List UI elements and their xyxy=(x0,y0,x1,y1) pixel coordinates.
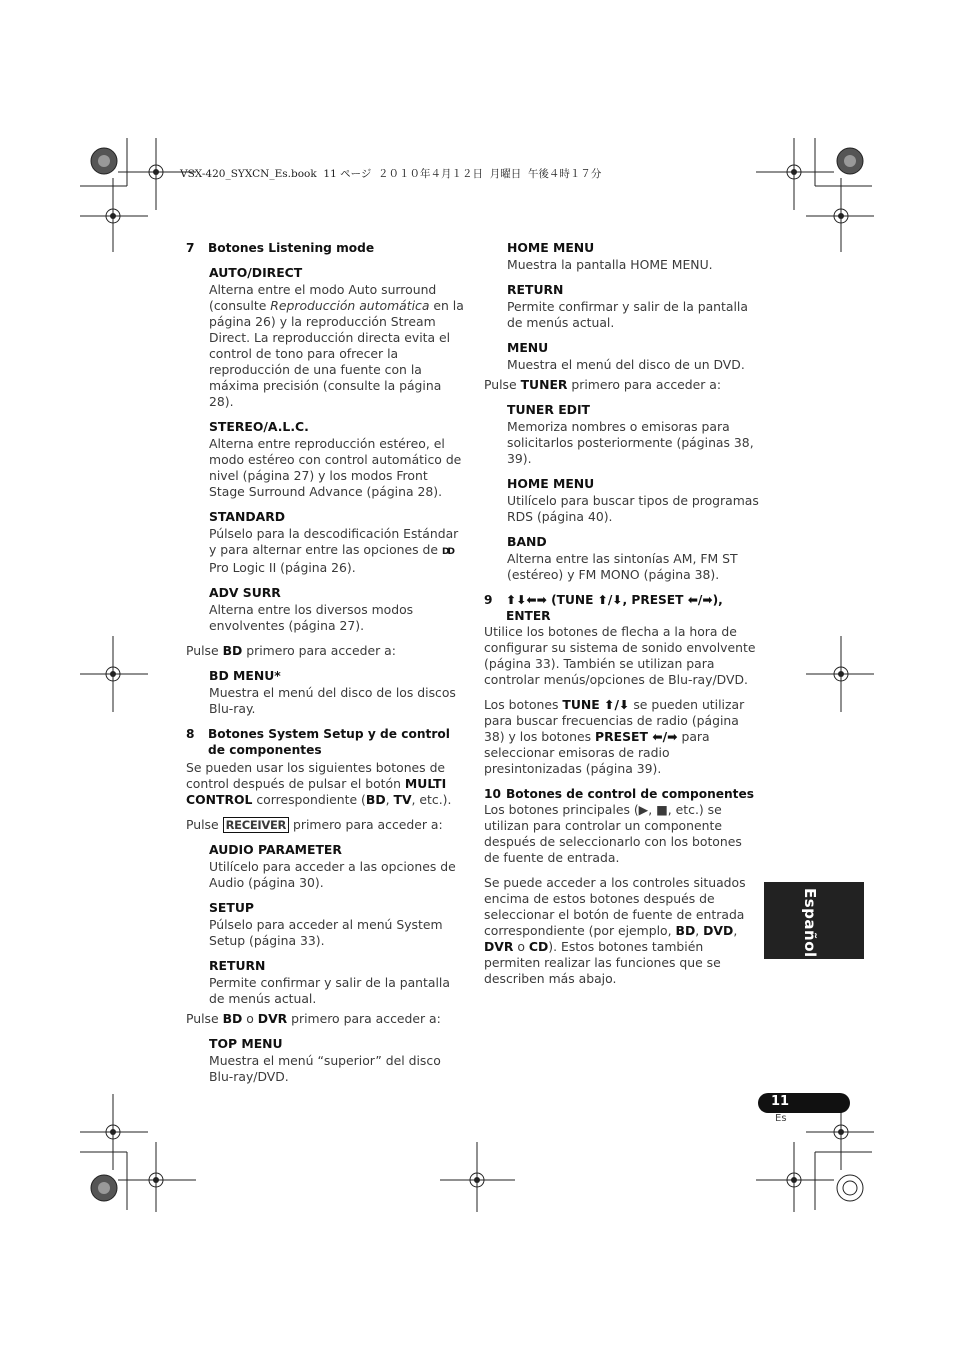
entry-text: Permite confirmar y salir de la pantalla de menús actual. xyxy=(507,299,748,330)
entry-text: Muestra el menú “superior” del disco Blu-ray/DVD. xyxy=(209,1053,441,1084)
section-9-paragraph-1: Utilice los botones de flecha a la hora de configurar su sistema de sonido envolvente (página 33). También se utilizan para controlar menús/opciones de Blu-ray/DVD. xyxy=(484,624,756,687)
language-tab-label: Español xyxy=(801,888,819,958)
entry-text: Alterna entre los diversos modos envolventes (página 27). xyxy=(209,602,414,633)
file-header: VSX-420_SYXCN_Es.book 11 ページ ２０１０年４月１２日 月曜日 午後４時１７分 xyxy=(180,168,602,180)
right-column xyxy=(484,240,759,996)
entry-heading: ADV SURR xyxy=(209,585,281,600)
home-menu-entry xyxy=(507,240,759,273)
entry-text: Muestra el menú del disco de un DVD. xyxy=(507,357,745,372)
return-entry-2 xyxy=(507,282,759,331)
entry-text: Alterna entre las sintonías AM, FM ST (estéreo) y FM MONO (página 38). xyxy=(507,551,738,582)
entry-heading: HOME MENU xyxy=(507,476,595,491)
entry-heading: RETURN xyxy=(209,958,266,973)
entry-heading: BD MENU* xyxy=(209,668,281,683)
section-9-heading: 9 ⬆⬇⬅➡ (TUNE ⬆/⬇, PRESET ⬅/➡), ENTER xyxy=(484,593,723,623)
entry-text: Púlselo para acceder al menú System Setup (página 33). xyxy=(209,917,443,948)
entry-heading: STEREO/A.L.C. xyxy=(209,419,309,434)
pulse-bd-dvr-note: Pulse BD o DVR primero para acceder a: xyxy=(186,1011,441,1026)
entry-heading: TUNER EDIT xyxy=(507,402,591,417)
entry-heading: TOP MENU xyxy=(209,1036,283,1051)
entry-heading: HOME MENU xyxy=(507,240,595,255)
section-10-heading: 10 Botones de control de componentes xyxy=(484,787,755,801)
entry-text: Permite confirmar y salir de la pantalla de menús actual. xyxy=(209,975,450,1006)
auto-direct-entry xyxy=(209,265,466,410)
entry-heading: MENU xyxy=(507,340,549,355)
entry-text: Utilícelo para acceder a las opciones de Audio (página 30). xyxy=(209,859,456,890)
entry-text: Muestra la pantalla HOME MENU. xyxy=(507,257,713,272)
entry-heading: STANDARD xyxy=(209,509,286,524)
page-language-code: Es xyxy=(775,1113,787,1124)
section-8-heading: 8 Botones System Setup y de control de componentes xyxy=(186,727,450,757)
audio-parameter-entry xyxy=(209,842,466,891)
entry-text: Alterna entre el modo Auto surround (consulte Reproducción automática en la página 26) y la reproducción Stream Direct. La reproducción directa evita el control de tono para ofrecer la reproducción de una fuente con la máxima precisión (consulte la página 28). xyxy=(209,282,464,409)
receiver-key-label: RECEIVER xyxy=(223,817,290,833)
pulse-tuner-note: Pulse TUNER primero para acceder a: xyxy=(484,377,722,392)
language-tab xyxy=(764,882,864,959)
entry-text: Púlselo para la descodificación Estándar y para alternar entre las opciones de DD Pro Logic II (página 26). xyxy=(209,526,459,575)
entry-text: Muestra el menú del disco de los discos Blu-ray. xyxy=(209,685,456,716)
entry-heading: SETUP xyxy=(209,900,254,915)
tuner-edit-entry xyxy=(507,402,759,467)
pulse-receiver-note: Pulse RECEIVER primero para acceder a: xyxy=(186,817,443,832)
left-column xyxy=(186,240,466,1094)
entry-text: Alterna entre reproducción estéreo, el modo estéreo con control automático de nivel (página 27) y los modos Front Stage Surround Advance (página 28). xyxy=(209,436,462,499)
entry-heading: RETURN xyxy=(507,282,564,297)
section-10-paragraph-2: Se puede acceder a los controles situados encima de estos botones después de seleccionar el botón de fuente de entrada correspondiente (por ejemplo, BD, DVD, DVR o CD). Estos botones también permiten realizar las funciones que se describen más abajo. xyxy=(484,875,746,986)
section-9-paragraph-2: Los botones TUNE ⬆/⬇ se pueden utilizar para buscar frecuencias de radio (página 38) y los botones PRESET ⬅/➡ para seleccionar emisoras de radio presintonizadas (página 39). xyxy=(484,697,745,776)
section-7-heading: 7 Botones Listening mode xyxy=(186,241,375,255)
standard-entry xyxy=(209,509,466,576)
entry-text: Utilícelo para buscar tipos de programas RDS (página 40). xyxy=(507,493,759,524)
home-menu-entry-2 xyxy=(507,476,759,525)
page-number: 11 xyxy=(771,1094,790,1109)
setup-entry xyxy=(209,900,466,949)
pulse-bd-note: Pulse BD primero para acceder a: xyxy=(186,643,396,658)
section-8-paragraph: Se pueden usar los siguientes botones de control después de pulsar el botón MULTI CONTROL correspondiente (BD, TV, etc.). xyxy=(186,760,452,807)
dolby-logo-icon: DD xyxy=(441,547,453,557)
band-entry xyxy=(507,534,759,583)
return-entry xyxy=(209,958,466,1007)
adv-surr-entry xyxy=(209,585,466,634)
bd-menu-entry xyxy=(209,668,466,717)
stereo-alc-entry xyxy=(209,419,466,500)
entry-text: Memoriza nombres o emisoras para solicitarlos posteriormente (páginas 38, 39). xyxy=(507,419,754,466)
entry-heading: AUDIO PARAMETER xyxy=(209,842,342,857)
entry-heading: BAND xyxy=(507,534,547,549)
entry-heading: AUTO/DIRECT xyxy=(209,265,303,280)
top-menu-entry xyxy=(209,1036,466,1085)
menu-entry xyxy=(507,340,759,373)
section-10-paragraph-1: Los botones principales (▶, ■, etc.) se utilizan para controlar un componente después de seleccionarlo con los botones de fuente de entrada. xyxy=(484,802,742,865)
